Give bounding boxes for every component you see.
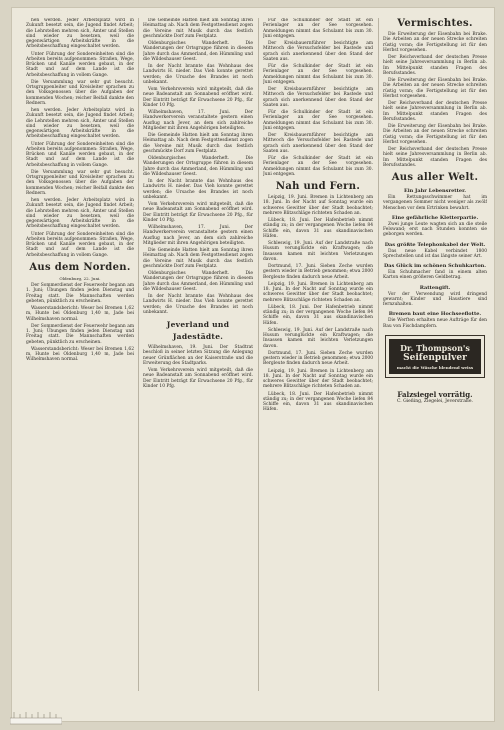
article-paragraph: Wilhelmshaven, 19. Juni. Der Stadtrat beschloß in seiner letzten Sitzung die Anlegung neuer Grünflächen an der Kaiserstraße und die Erweiterung des Stadtparks. — [143, 345, 253, 366]
column-rule — [138, 18, 139, 691]
article-paragraph: Wilhelmshaven, 17. Juni. Der Handwerkerverein veranstaltete gestern einen Ausflug nach Jever, an dem sich zahlreiche Mitglieder mit ihren Angehörigen beteiligten. — [143, 110, 253, 131]
article-paragraph: Der Sommerdienst der Feuerwehr begann am 1. Juni; Übungen finden jeden Dienstag und Freitag statt. Die Mannschaften werden gebeten, pünktlich zu erscheinen. — [26, 283, 134, 304]
article-paragraph: Vom Verkehrsverein wird mitgeteilt, daß die neue Badeanstalt am Sonnabend eröffnet wird. Der Eintritt beträgt für Erwachsene 20 Pfg., für Kinder 10 Pfg. — [143, 368, 253, 389]
article-paragraph: Oldenburgisches Wanderheft. Die Wanderungen der Ortsgruppe führen in diesem Jahre durch das Ammerland, den Hümmling und die Wildeshauser Geest. — [143, 271, 253, 292]
scale-bar-icon — [10, 712, 62, 726]
article-paragraph: Die Gemeinde Hatten hielt am Sonntag ihren Heimattag ab. Nach dem Festgottesdienst zogen die Vereine mit Musik durch das festlich geschmückte Dorf zum Festplatz. — [143, 133, 253, 154]
article-paragraph: Unter Führung der Sondereinheiten sind die Arbeiten bereits aufgenommen: Straßen, Wege, Brücken und Kanäle werden gebaut, in der Stadt und auf dem Lande ist die Arbeitsbeschaffung in vollem Gange. — [26, 51, 134, 78]
article-paragraph: Vom Verkehrsverein wird mitgeteilt, daß die neue Badeanstalt am Sonnabend eröffnet wird. Der Eintritt beträgt für Erwachsene 20 Pfg., für Kinder 10 Pfg. — [143, 202, 253, 223]
section-heading: Vermischtes. — [397, 18, 473, 29]
article-paragraph: Vor der Verwendung wird dringend gewarnt; Kinder und Haustiere sind fernzuhalten. — [383, 291, 487, 307]
article-paragraph: Vom Verkehrsverein wird mitgeteilt, daß die neue Badeanstalt am Sonnabend eröffnet wird. Der Eintritt beträgt für Erwachsene 20 Pfg., für Kinder 10 Pfg. — [143, 87, 253, 108]
subheading: Bremen baut eine Hochseeflotte. — [388, 311, 482, 318]
article-paragraph: Dortmund, 17. Juni. Sieben Zeche wurden gestern wieder in Betrieb genommen; etwa 2000 Bergleute finden dadurch neue Arbeit. — [263, 350, 373, 367]
ad-product: Seifenpulver — [403, 352, 467, 363]
article-paragraph: Der Kreisbauernführer besichtigte am Mittwoch die Versuchsfelder bei Rastede und sprach sich anerkennend über den Stand der Saaten aus. — [263, 133, 373, 154]
article-paragraph: Für die Schulkinder der Stadt ist ein Ferienlager an der See vorgesehen. Anmeldungen nimmt das Schulamt bis zum 30. Juni entgegen. — [263, 64, 373, 85]
ad-banner — [389, 339, 481, 374]
ad-brand: Dr. Thompson's — [400, 342, 470, 353]
article-paragraph: Die Erweiterung der Eisenbahn bei Brake. Die Arbeiten an der neuen Strecke schreiten rüstig voran; die Fertigstellung ist für den Herbst vorgesehen. — [383, 32, 487, 53]
article-paragraph: Die Werften erhalten neue Aufträge für den Bau von Fischdampfern. — [383, 318, 487, 329]
column-3 — [263, 18, 373, 693]
article-paragraph: Der Kreisbauernführer besichtigte am Mittwoch die Versuchsfelder bei Rastede und sprach sich anerkennend über den Stand der Saaten aus. — [263, 41, 373, 62]
article-paragraph: Lübeck, 18. Juni. Der Hafenbetrieb nimmt ständig zu; in der vergangenen Woche liefen 84 Schiffe ein, davon 31 aus skandinavischen Häfen. — [263, 304, 373, 326]
article-paragraph: hen werden. Jeder Arbeitsplatz wird in Zukunft besetzt sein, die Jugend findet Arbeit; die Lehrstellen mehren sich, Ämter und Stellen sind wieder zu besetzen, weil die gegenwärtigen Arbeitskräfte in die Arbeitsbeschaffung eingeschaltet werden. — [26, 108, 134, 140]
subheading: Ein Jahr Lebensretter. — [403, 188, 467, 194]
article-paragraph: Oldenburgisches Wanderheft. Die Wanderungen der Ortsgruppe führen in diesem Jahre durch das Ammerland, den Hümmling und die Wildeshauser Geest. — [143, 41, 253, 62]
article-paragraph: Zwei junge Leute wagten sich an die steile Felswand; erst nach Stunden konnten sie geborgen werden. — [383, 221, 487, 238]
article-paragraph: Lübeck, 18. Juni. Der Hafenbetrieb nimmt ständig zu; in der vergangenen Woche liefen 84 Schiffe ein, davon 31 aus skandinavischen Häfen. — [263, 218, 373, 239]
column-1 — [26, 18, 134, 693]
article-paragraph: In der Nacht brannte das Wohnhaus des Landwirts H. nieder. Das Vieh konnte gerettet werden; die Ursache des Brandes ist noch unbekannt. — [143, 294, 253, 315]
ad-headline: Falzsiegel vorrätig. — [397, 389, 473, 399]
article-paragraph: Leipzig, 19. Juni. Bremen in Lichtenberg am 18. Juni. In der Nacht auf Sonntag wurde ein schweres Gewitter über der Stadt beobachtet; mehrere Blitzschläge richteten Schaden an. — [263, 281, 373, 303]
ad-address: C. Gießing, Ziegelei, Jeverstraße. — [397, 398, 473, 404]
article-paragraph: Wasserstandsbericht: Weser bei Bremen 1,62 m, Hunte bei Oldenburg 1,40 m, Jade bei Wilhelmshaven normal. — [26, 306, 134, 322]
colour-scale-bar — [10, 711, 62, 725]
article-paragraph: Die Gemeinde Hatten hielt am Sonntag ihren Heimattag ab. Nach dem Festgottesdienst zogen die Vereine mit Musik durch das festlich geschmückte Dorf zum Festplatz. — [143, 248, 253, 269]
article-paragraph: Der Reichsverband der deutschen Presse hielt seine Jahresversammlung in Berlin ab. Im Mittelpunkt standen Fragen des Berufsstandes. — [383, 147, 487, 168]
section-heading: Aus aller Welt. — [391, 172, 479, 183]
article-paragraph: Die Gemeinde Hatten hielt am Sonntag ihren Heimattag ab. Nach dem Festgottesdienst zogen die Vereine mit Musik durch das festlich geschmückte Dorf zum Festplatz. — [143, 18, 253, 39]
brick-advertisement — [385, 384, 485, 407]
article-paragraph: Schleswig, 19. Juni. Auf der Landstraße nach Husum verunglückte ein Kraftwagen; die Insassen kamen mit leichten Verletzungen davon. — [263, 241, 373, 262]
article-paragraph: Ein Schuhmacher fand in einem alten Karton einen größeren Geldbetrag. — [383, 270, 487, 281]
article-paragraph: Unter Führung der Sondereinheiten sind die Arbeiten bereits aufgenommen: Straßen, Wege, Brücken und Kanäle werden gebaut, in der Stadt und auf dem Lande ist die Arbeitsbeschaffung in vollem Gange. — [26, 231, 134, 258]
article-paragraph: Die Versammlung war sehr gut besucht. Ortsgruppenleiter und Kreisleiter sprachen zu den Volksgenossen über die Aufgaben der kommenden Wochen; reicher Beifall dankte den Rednern. — [26, 169, 134, 196]
dateline: Oldenburg, 22. Juni. — [59, 275, 101, 281]
column-rule — [258, 18, 259, 691]
article-paragraph: Lübeck, 18. Juni. Der Hafenbetrieb nimmt ständig zu; in der vergangenen Woche liefen 84 Schiffe ein, davon 31 aus skandinavischen Häfen. — [263, 391, 373, 413]
article-paragraph: Oldenburgisches Wanderheft. Die Wanderungen der Ortsgruppe führen in diesem Jahre durch das Ammerland, den Hümmling und die Wildeshauser Geest. — [143, 156, 253, 177]
article-paragraph: Die Erweiterung der Eisenbahn bei Brake. Die Arbeiten an der neuen Strecke schreiten rüstig voran; die Fertigstellung ist für den Herbst vorgesehen. — [383, 78, 487, 99]
article-paragraph: Der Sommerdienst der Feuerwehr begann am 1. Juni; Übungen finden jeden Dienstag und Freitag statt. Die Mannschaften werden gebeten, pünktlich zu erscheinen. — [26, 323, 134, 345]
newspaper-page — [12, 8, 494, 721]
article-paragraph: Für die Schulkinder der Stadt ist ein Ferienlager an der See vorgesehen. Anmeldungen nimmt das Schulamt bis zum 30. Juni entgegen. — [263, 110, 373, 131]
article-paragraph: Der Reichsverband der deutschen Presse hielt seine Jahresversammlung in Berlin ab. Im Mittelpunkt standen Fragen des Berufsstandes. — [383, 101, 487, 122]
column-rule — [378, 18, 379, 691]
subheading: Das Glück im schönen Schuhkarton. — [383, 263, 487, 269]
article-paragraph: In der Nacht brannte das Wohnhaus des Landwirts H. nieder. Das Vieh konnte gerettet werden; die Ursache des Brandes ist noch unbekannt. — [143, 64, 253, 85]
article-paragraph: Die Erweiterung der Eisenbahn bei Brake. Die Arbeiten an der neuen Strecke schreiten rüstig voran; die Fertigstellung ist für den Herbst vorgesehen. — [383, 124, 487, 145]
soap-powder-advertisement — [385, 335, 485, 378]
article-paragraph: Unter Führung der Sondereinheiten sind die Arbeiten bereits aufgenommen: Straßen, Wege, Brücken und Kanäle werden gebaut, in der Stadt und auf dem Lande ist die Arbeitsbeschaffung in vollem Gange. — [26, 141, 134, 168]
article-paragraph: Für die Schulkinder der Stadt ist ein Ferienlager an der See vorgesehen. Anmeldungen nimmt das Schulamt bis zum 30. Juni entgegen. — [263, 156, 373, 177]
article-paragraph: Leipzig, 19. Juni. Bremen in Lichtenberg am 18. Juni. In der Nacht auf Sonntag wurde ein schweres Gewitter über der Stadt beobachtet; mehrere Blitzschläge richteten Schaden an. — [263, 195, 373, 216]
subheading: Das größte Telephonkabel der Welt. — [384, 241, 486, 248]
article-paragraph: Wilhelmshaven, 17. Juni. Der Handwerkerverein veranstaltete gestern einen Ausflug nach Jever, an dem sich zahlreiche Mitglieder mit ihren Angehörigen beteiligten. — [143, 225, 253, 246]
article-paragraph: Für die Schulkinder der Stadt ist ein Ferienlager an der See vorgesehen. Anmeldungen nimmt das Schulamt bis zum 30. Juni entgegen. — [263, 18, 373, 39]
subheading: Rattengift. — [419, 284, 451, 291]
ad-tagline: macht die Wäsche blendend weiss — [396, 364, 474, 370]
article-paragraph: Das neue Kabel verbindet 1800 Sprechstellen und ist das längste seiner Art. — [383, 248, 487, 259]
section-heading: Nah und Fern. — [275, 181, 361, 192]
section-heading: Jeverland und Jadestädte. — [166, 320, 230, 341]
article-paragraph: Der Kreisbauernführer besichtigte am Mittwoch die Versuchsfelder bei Rastede und sprach sich anerkennend über den Stand der Saaten aus. — [263, 87, 373, 108]
article-paragraph: Dortmund, 17. Juni. Sieben Zeche wurden gestern wieder in Betrieb genommen; etwa 2000 Bergleute finden dadurch neue Arbeit. — [263, 264, 373, 280]
subheading: Eine gefährliche Kletterpartie. — [391, 214, 479, 221]
article-paragraph: Der Reichsverband der deutschen Presse hielt seine Jahresversammlung in Berlin ab. Im Mittelpunkt standen Fragen des Berufsstandes. — [383, 55, 487, 76]
article-paragraph: Die Versammlung war sehr gut besucht. Ortsgruppenleiter und Kreisleiter sprachen zu den Volksgenossen über die Aufgaben der kommenden Wochen; reicher Beifall dankte den Rednern. — [26, 79, 134, 106]
article-paragraph: Leipzig, 19. Juni. Bremen in Lichtenberg am 18. Juni. In der Nacht auf Sonntag wurde ein schweres Gewitter über der Stadt beobachtet; mehrere Blitzschläge richteten Schaden an. — [263, 368, 373, 390]
article-paragraph: Ein Rettungsschwimmer hat im vergangenen Sommer nicht weniger als zwölf Menschen vor dem Ertrinken bewahrt. — [383, 195, 487, 211]
section-heading: Aus dem Norden. — [29, 261, 131, 273]
article-paragraph: Wasserstandsbericht: Weser bei Bremen 1,62 m, Hunte bei Oldenburg 1,40 m, Jade bei Wilhelmshaven normal. — [26, 346, 134, 363]
column-4 — [383, 18, 487, 693]
article-paragraph: In der Nacht brannte das Wohnhaus des Landwirts H. nieder. Das Vieh konnte gerettet werden; die Ursache des Brandes ist noch unbekannt. — [143, 179, 253, 200]
article-paragraph: hen werden. Jeder Arbeitsplatz wird in Zukunft besetzt sein, die Jugend findet Arbeit; die Lehrstellen mehren sich, Ämter und Stellen sind wieder zu besetzen, weil die gegenwärtigen Arbeitskräfte in die Arbeitsbeschaffung eingeschaltet werden. — [26, 18, 134, 50]
article-paragraph: Schleswig, 19. Juni. Auf der Landstraße nach Husum verunglückte ein Kraftwagen; die Insassen kamen mit leichten Verletzungen davon. — [263, 327, 373, 349]
article-paragraph: hen werden. Jeder Arbeitsplatz wird in Zukunft besetzt sein, die Jugend findet Arbeit; die Lehrstellen mehren sich, Ämter und Stellen sind wieder zu besetzen, weil die gegenwärtigen Arbeitskräfte in die Arbeitsbeschaffung eingeschaltet werden. — [26, 198, 134, 230]
column-2 — [143, 18, 253, 693]
